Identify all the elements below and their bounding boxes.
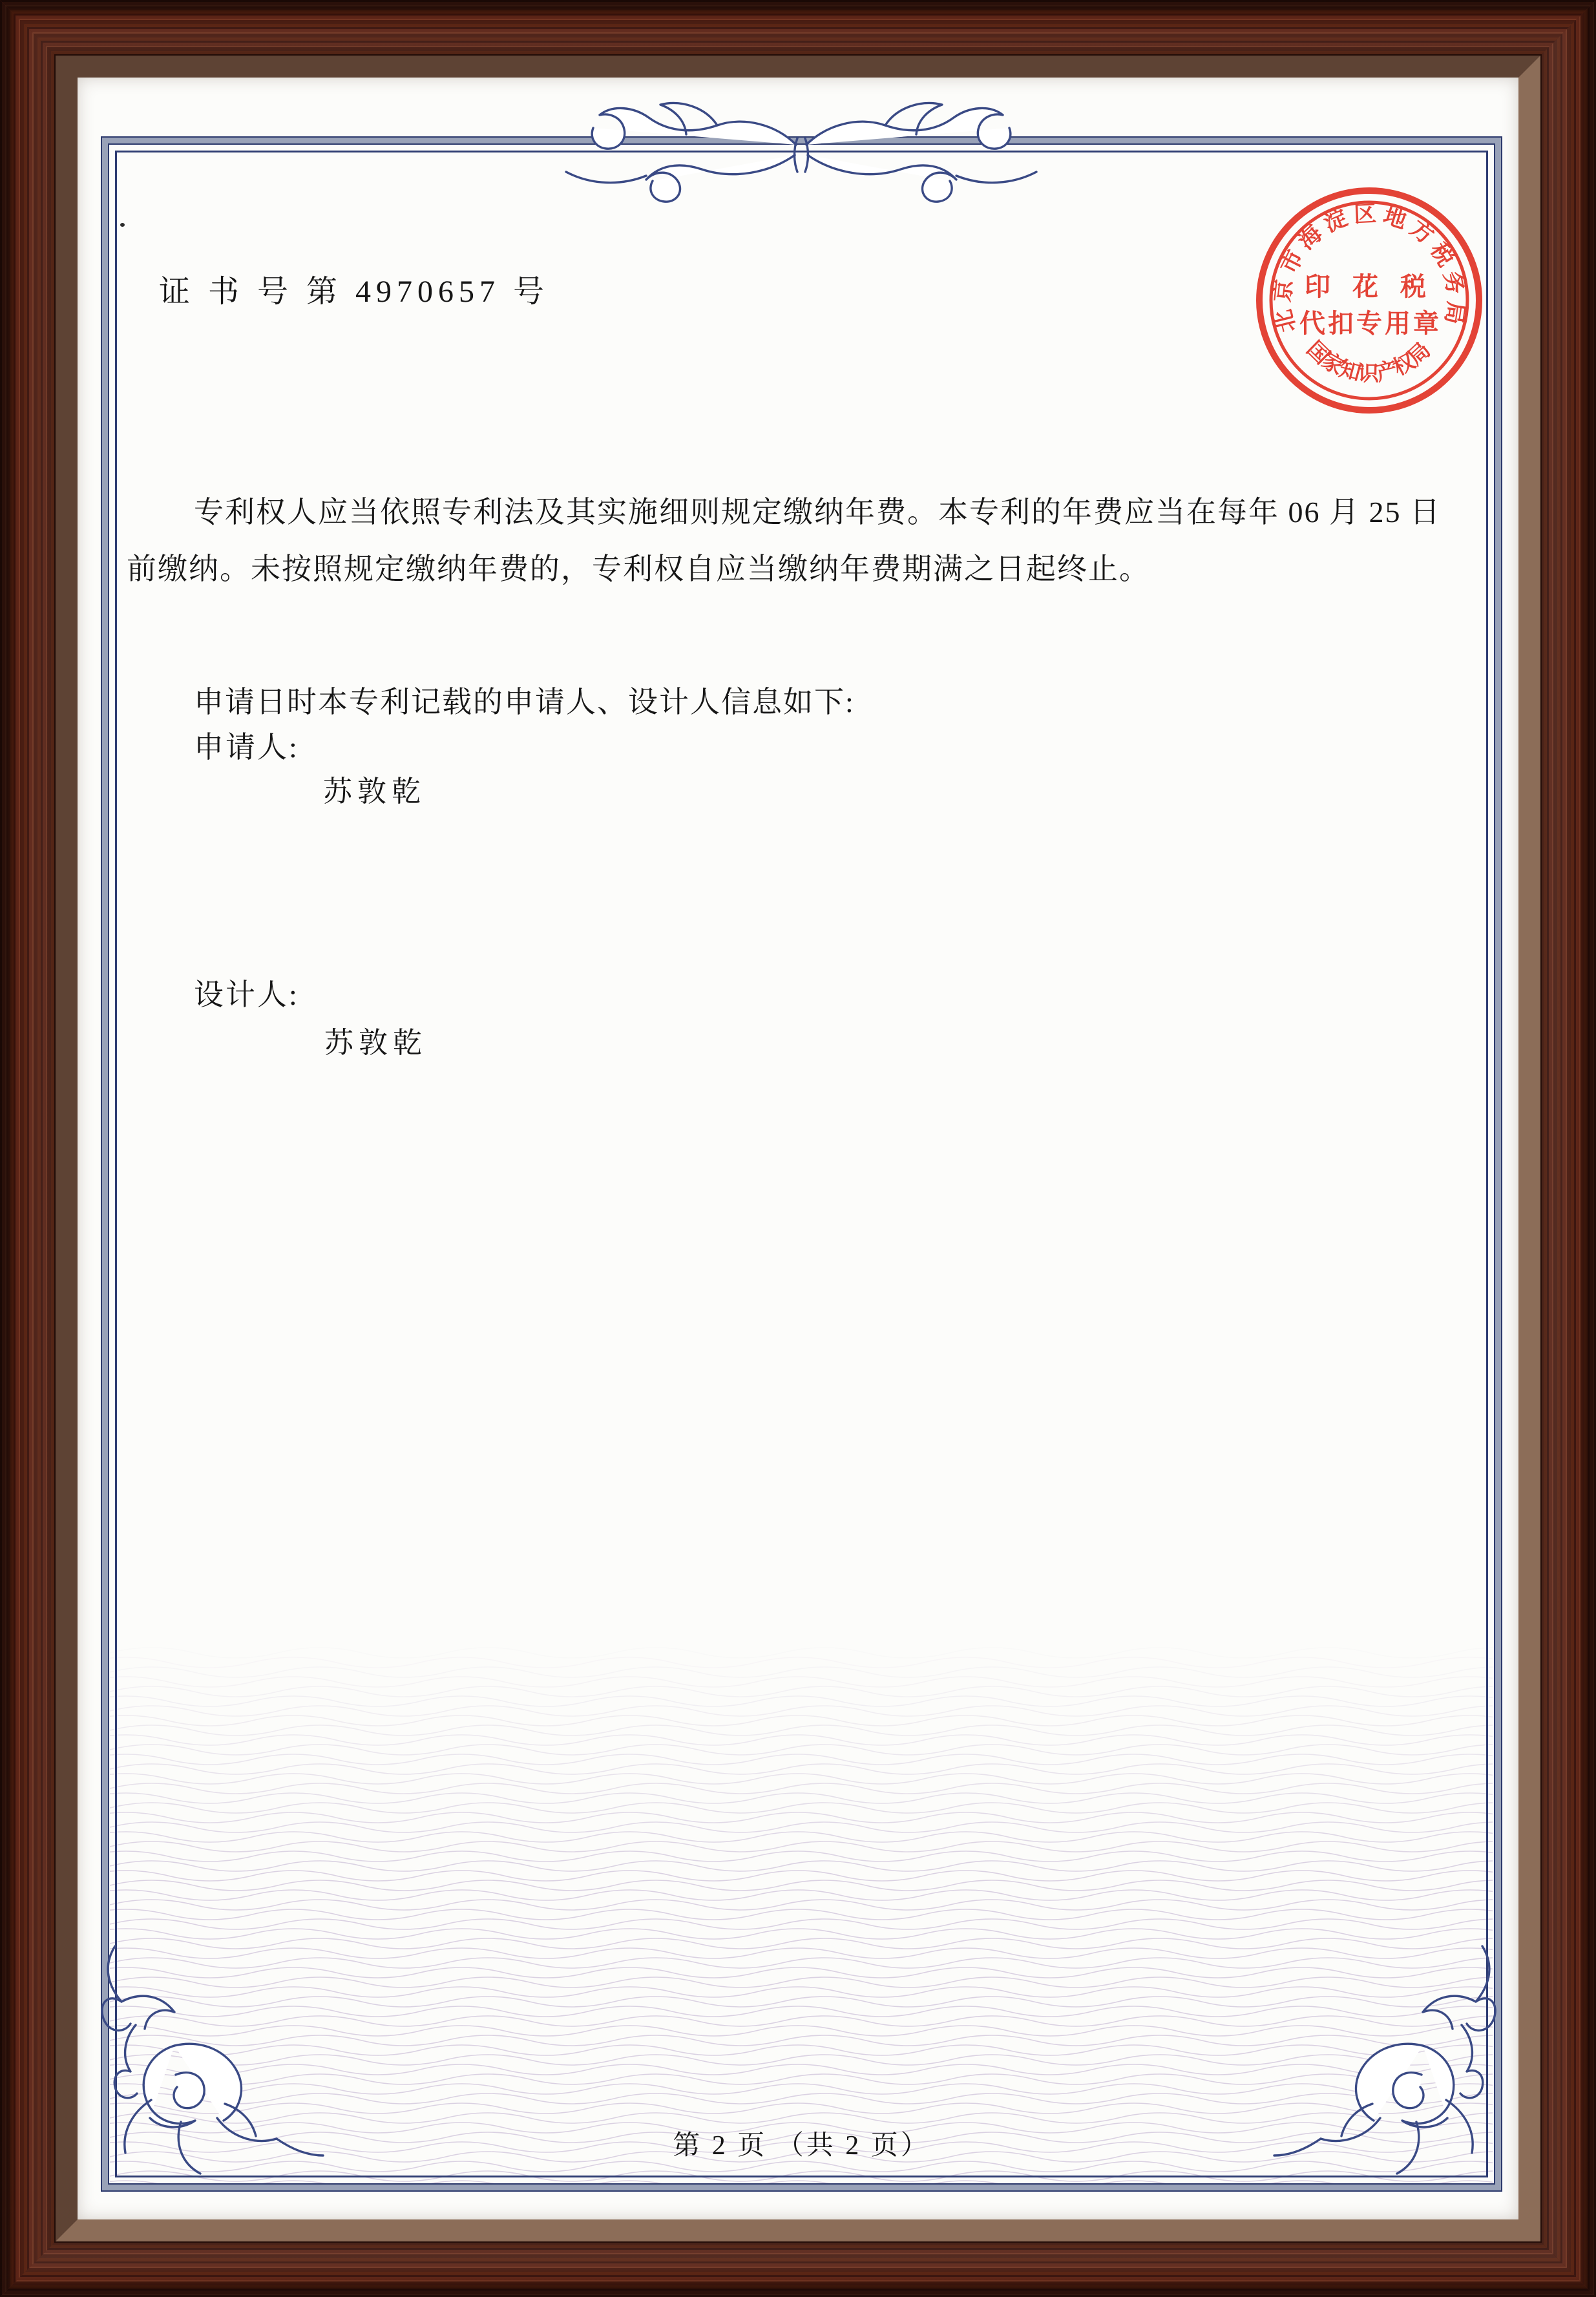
- stamp-bottom-arc-text: 国家知识产权局: [1301, 337, 1436, 386]
- stamp-center-line2: 代扣专用章: [1299, 309, 1442, 338]
- designer-name: 苏敦乾: [324, 1027, 428, 1059]
- fee-paragraph-line2: 前缴纳。未按照规定缴纳年费的，专利权自应当缴纳年费期满之日起终止。: [127, 552, 1150, 585]
- stamp-top-arc-text: 北京市海淀区地方税务局: [1270, 201, 1469, 335]
- footer-page-number: 第 2 页 （共 2 页）: [673, 2131, 930, 2161]
- fee-paragraph: [127, 484, 1484, 598]
- certificate-number: 证 书 号 第 4970657 号: [159, 275, 550, 309]
- info-intro-line: 申请日时本专利记载的申请人、设计人信息如下:: [194, 686, 855, 718]
- ink-speck: [120, 223, 125, 227]
- stamp-center-line1: 印 花 税: [1305, 272, 1434, 301]
- tax-stamp: [1248, 179, 1491, 422]
- fee-paragraph-line1: 专利权人应当依照专利法及其实施细则规定缴纳年费。本专利的年费应当在每年 06 月 25 日: [194, 496, 1441, 529]
- applicant-name: 苏敦乾: [323, 775, 426, 808]
- border-inner-line: [115, 151, 1488, 2177]
- designer-label: 设计人:: [194, 978, 299, 1011]
- top-flourish-ornament: [556, 100, 1047, 216]
- applicant-label: 申请人:: [194, 731, 299, 764]
